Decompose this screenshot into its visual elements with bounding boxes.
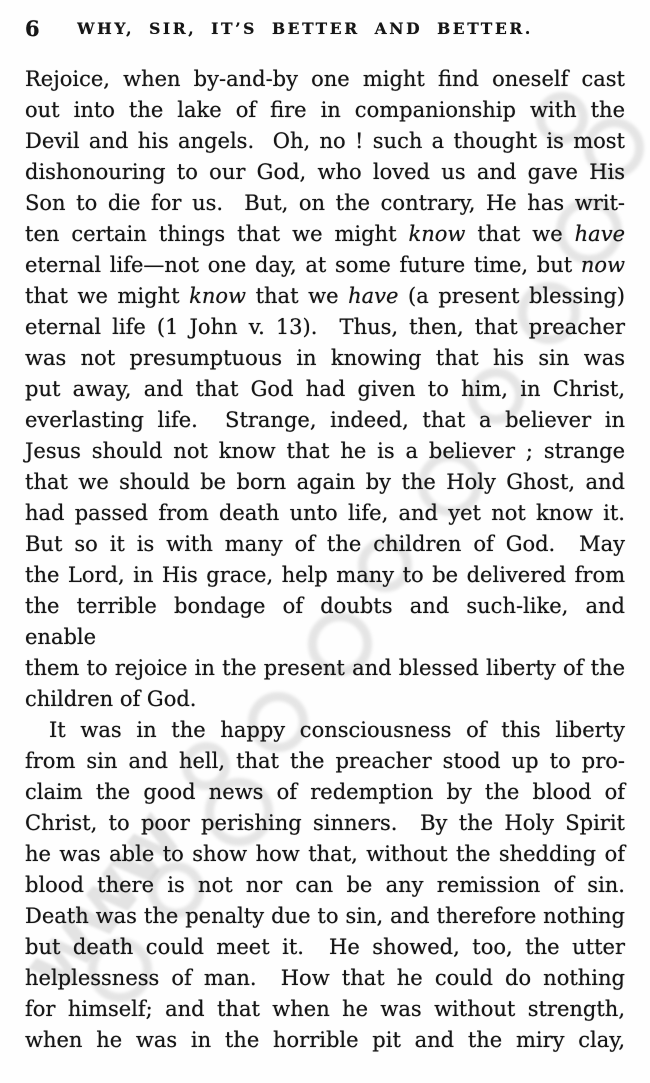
text-line	[25, 281, 625, 312]
text-segment: children of God.	[25, 687, 197, 711]
text-segment: them to rejoice in the present and blessed liberty of the	[25, 656, 625, 680]
text-line	[25, 591, 625, 653]
text-line	[25, 870, 625, 901]
text-line	[25, 250, 625, 281]
text-segment: that we	[246, 284, 349, 308]
text-line	[25, 529, 625, 560]
text-line	[25, 405, 625, 436]
text-line	[25, 963, 625, 994]
text-line	[25, 467, 625, 498]
text-line	[25, 901, 625, 932]
text-segment: but death could meet it. He showed, too, the utter	[25, 935, 625, 959]
text-segment: put away, and that God had given to him, in Christ,	[25, 377, 625, 401]
text-line	[25, 312, 625, 343]
text-line	[25, 715, 625, 746]
italic-text: know	[408, 222, 466, 246]
text-segment: claim the good news of redemption by the blood of	[25, 780, 625, 804]
text-segment: the Lord, in His grace, help many to be delivered from	[25, 563, 625, 587]
text-segment: It was in the happy consciousness of this liberty	[49, 718, 625, 742]
italic-text: now	[580, 253, 625, 277]
running-title: WHY, SIR, IT’S BETTER AND BETTER.	[77, 19, 533, 38]
text-segment: eternal life—not one day, at some future time, but	[25, 253, 581, 277]
text-segment: from sin and hell, that the preacher stood up to pro-	[25, 749, 625, 773]
italic-text: have	[348, 284, 399, 308]
text-segment: Son to die for us. But, on the contrary, He has writ-	[25, 191, 625, 215]
text-segment: everlasting life. Strange, indeed, that a believer in	[25, 408, 625, 432]
text-line	[25, 436, 625, 467]
text-segment: had passed from death unto life, and yet not know it.	[25, 501, 625, 525]
text-segment: ten certain things that we might	[25, 222, 409, 246]
text-segment: (a present blessing)	[398, 284, 626, 308]
text-line	[25, 1025, 625, 1056]
text-segment: Devil and his angels. Oh, no ! such a thought is most	[25, 129, 625, 153]
text-line	[25, 374, 625, 405]
text-segment: dishonouring to our God, who loved us and gave His	[25, 160, 625, 184]
text-line	[25, 746, 625, 777]
text-line	[25, 653, 625, 684]
text-segment: that we should be born again by the Holy Ghost, and	[25, 470, 625, 494]
text-segment: eternal life (1 John v. 13). Thus, then, that preacher	[25, 315, 625, 339]
italic-text: have	[574, 222, 625, 246]
text-segment: Rejoice, when by-and-by one might find oneself cast	[25, 67, 625, 91]
watermark-www-text: www	[4, 797, 198, 1009]
text-line	[25, 932, 625, 963]
text-segment: out into the lake of fire in companionship with the	[25, 98, 625, 122]
text-line	[25, 343, 625, 374]
text-line	[25, 839, 625, 870]
text-segment: for himself; and that when he was without strength,	[25, 997, 625, 1021]
text-segment: Christ, to poor perishing sinners. By the Holy Spirit	[25, 811, 625, 835]
text-segment: But so it is with many of the children of God. May	[25, 532, 625, 556]
page-header	[25, 16, 625, 46]
text-segment: was not presumptuous in knowing that his sin was	[25, 346, 625, 370]
text-line	[25, 64, 625, 95]
text-line	[25, 498, 625, 529]
text-line	[25, 219, 625, 250]
text-segment: the terrible bondage of doubts and such-like, and enable	[25, 594, 625, 649]
text-line	[25, 994, 625, 1025]
text-line	[25, 126, 625, 157]
italic-text: know	[189, 284, 246, 308]
text-line	[25, 684, 625, 715]
text-segment: Jesus should not know that he is a believer ; strange	[25, 439, 625, 463]
text-body	[25, 64, 625, 1056]
text-segment: when he was in the horrible pit and the miry clay,	[25, 1028, 625, 1052]
text-segment: that we might	[25, 284, 190, 308]
text-segment: that we	[465, 222, 575, 246]
text-line	[25, 95, 625, 126]
text-line	[25, 777, 625, 808]
text-segment: Death was the penalty due to sin, and therefore nothing	[25, 904, 625, 928]
text-segment: helplessness of man. How that he could do nothing	[25, 966, 625, 990]
text-line	[25, 188, 625, 219]
text-line	[25, 157, 625, 188]
text-segment: blood there is not nor can be any remission of sin.	[25, 873, 625, 897]
page-number: 6	[25, 16, 40, 41]
text-line	[25, 808, 625, 839]
text-line	[25, 560, 625, 591]
text-segment: he was able to show how that, without the shedding of	[25, 842, 625, 866]
